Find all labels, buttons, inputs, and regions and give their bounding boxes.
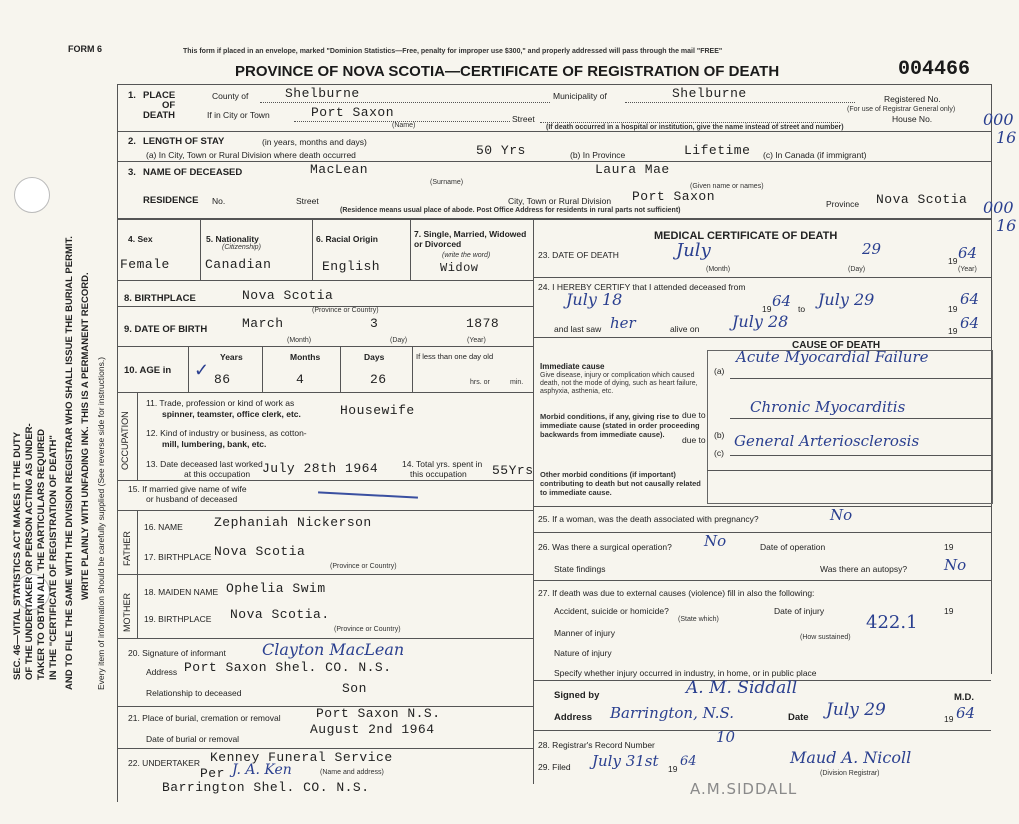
medical-date-year: 64 bbox=[956, 704, 976, 722]
injury-date-label: Date of injury bbox=[774, 606, 825, 616]
certificate-number: 004466 bbox=[898, 58, 971, 81]
s14-label2: this occupation bbox=[410, 469, 467, 479]
margin-mark-2: 000 bbox=[983, 198, 1014, 217]
margin-text-5: AND TO FILE THE SAME WITH THE DIVISION REGISTRAR WHO SHALL ISSUE THE BURIAL PERMIT. bbox=[64, 236, 75, 690]
s7-value: Widow bbox=[440, 261, 479, 275]
medical-nineteen: 19 bbox=[944, 714, 954, 724]
punch-hole-top bbox=[14, 177, 50, 213]
immediate-label: Immediate cause bbox=[540, 362, 605, 371]
s16-value: Zephaniah Nickerson bbox=[214, 515, 372, 530]
s23-day: 29 bbox=[862, 240, 882, 258]
s23-day-note: (Day) bbox=[848, 266, 866, 273]
nature-label: Nature of injury bbox=[554, 648, 612, 658]
cause-title: CAUSE OF DEATH bbox=[792, 340, 881, 351]
medical-date-label: Date bbox=[788, 712, 809, 723]
s28-label: 28. Registrar's Record Number bbox=[538, 740, 655, 750]
margin-text-3: TAKER TO OBTAIN ALL THE PARTICULARS REQUIRED bbox=[36, 428, 47, 680]
s13-label: 13. Date deceased last worked bbox=[146, 459, 263, 469]
father-side-line bbox=[137, 510, 138, 574]
due-to-2: due to bbox=[682, 435, 706, 445]
age-col-2 bbox=[262, 346, 263, 392]
mother-side: MOTHER bbox=[122, 593, 132, 632]
occupation-side: OCCUPATION bbox=[120, 411, 130, 470]
s15-strike bbox=[318, 491, 418, 498]
box-4-5 bbox=[200, 218, 201, 280]
s10-min-label: min. bbox=[510, 379, 524, 386]
s24-last-saw-pronoun: her bbox=[610, 314, 636, 332]
s24-alive-year: 64 bbox=[960, 314, 980, 332]
s22-per: J. A. Ken bbox=[232, 762, 292, 778]
s22-per-label: Per bbox=[200, 766, 225, 781]
cause-b-line bbox=[730, 418, 991, 419]
signed-label: Signed by bbox=[554, 690, 600, 701]
cause-c-line bbox=[730, 455, 991, 456]
md-label: M.D. bbox=[954, 692, 975, 703]
medical-title: MEDICAL CERTIFICATE OF DEATH bbox=[654, 230, 838, 242]
age-col-3 bbox=[340, 346, 341, 392]
s12-label2: mill, lumbering, bank, etc. bbox=[162, 439, 267, 449]
other-label: Other morbid conditions (if important) contributing to death but not causally related to immediate cause. bbox=[540, 470, 701, 497]
county-value: Shelburne bbox=[285, 86, 360, 101]
s6-label: 6. Racial Origin bbox=[316, 234, 378, 244]
rule-name bbox=[117, 161, 992, 162]
rule-23 bbox=[533, 277, 991, 278]
s29-registrar-note: (Division Registrar) bbox=[820, 770, 880, 777]
s17-note: (Province or Country) bbox=[330, 563, 397, 570]
autopsy-value: No bbox=[944, 556, 967, 574]
s5-label: 5. Nationality bbox=[206, 234, 259, 244]
s23-label: 23. DATE OF DEATH bbox=[538, 250, 619, 260]
municipality-label: Municipality of bbox=[553, 91, 607, 101]
rule-mother bbox=[117, 574, 533, 575]
s10-hrs-label: hrs. or bbox=[470, 379, 490, 386]
cause-a-line bbox=[730, 378, 991, 379]
s20-relationship: Son bbox=[342, 681, 367, 696]
code-value: 422.1 bbox=[866, 612, 918, 633]
s2-label: LENGTH OF STAY bbox=[143, 136, 225, 147]
s20-relationship-label: Relationship to deceased bbox=[146, 688, 242, 698]
surname-note: (Surname) bbox=[430, 179, 464, 186]
rule-26 bbox=[533, 532, 991, 533]
street-label: Street bbox=[512, 114, 535, 124]
s10-months: 4 bbox=[296, 372, 305, 387]
medical-address: Barrington, N.S. bbox=[610, 704, 735, 722]
pencil-note: A.M.SIDDALL bbox=[690, 780, 798, 798]
s21-date-label: Date of burial or removal bbox=[146, 734, 240, 744]
s23-month: July bbox=[676, 240, 711, 261]
s19-label: 19. BIRTHPLACE bbox=[144, 614, 212, 624]
margin-text-6: WRITE PLAINLY WITH UNFADING INK. THIS IS A PERMANENT RECORD. bbox=[80, 272, 91, 600]
county-line bbox=[260, 102, 550, 103]
s7-label-1: 7. Single, Married, Widowed or Divorced bbox=[414, 229, 527, 249]
s2-a-value: 50 Yrs bbox=[476, 143, 526, 158]
s10-label: 10. AGE in bbox=[124, 365, 172, 376]
municipality-value: Shelburne bbox=[672, 86, 747, 101]
findings-label: State findings bbox=[554, 564, 606, 574]
s24-to-year: 64 bbox=[960, 290, 980, 308]
margin-text-2: OF THE UNDERTAKER OR PERSON ACTING AS UNDER- bbox=[24, 423, 35, 680]
s24-alive-label: alive on bbox=[670, 324, 700, 334]
s20-signature: Clayton MacLean bbox=[262, 640, 405, 659]
s28-value: 10 bbox=[716, 728, 736, 746]
s29-filed: July 31st bbox=[592, 752, 659, 770]
rule-8 bbox=[117, 280, 533, 281]
s9-day: 3 bbox=[370, 316, 379, 331]
given-note: (Given name or names) bbox=[690, 183, 764, 190]
s9-month: March bbox=[242, 316, 284, 331]
residence-note: (Residence means usual place of abode. Post Office Address for residents in rural parts not sufficient) bbox=[340, 207, 681, 214]
s9-year-note: (Year) bbox=[467, 337, 486, 344]
s21-place: Port Saxon N.S. bbox=[316, 706, 441, 721]
s12-label: 12. Kind of industry or business, as cotton- bbox=[146, 428, 307, 438]
s16-label: 16. NAME bbox=[144, 522, 183, 532]
s24-to: July 29 bbox=[818, 290, 875, 309]
s2-note: (in years, months and days) bbox=[262, 137, 367, 147]
s4-label: 4. Sex bbox=[128, 234, 153, 244]
s3-num: 3. bbox=[128, 167, 136, 178]
county-label: County of bbox=[212, 91, 249, 101]
s8-label: 8. BIRTHPLACE bbox=[124, 293, 196, 304]
how-note: (How sustained) bbox=[800, 634, 851, 641]
s9-year: 1878 bbox=[466, 316, 500, 331]
margin-mark-1: 000 bbox=[983, 110, 1014, 129]
rule-15 bbox=[117, 480, 533, 481]
box-5-6 bbox=[312, 218, 313, 280]
s19-value: Nova Scotia. bbox=[230, 607, 330, 622]
s9-month-note: (Month) bbox=[287, 337, 312, 344]
injury-nineteen: 19 bbox=[944, 606, 954, 616]
s17-label: 17. BIRTHPLACE bbox=[144, 552, 212, 562]
s2-b-value: Lifetime bbox=[684, 143, 751, 158]
s10-months-label: Months bbox=[290, 352, 321, 362]
s14-label: 14. Total yrs. spent in bbox=[402, 459, 483, 469]
rule-20 bbox=[117, 638, 533, 639]
rule-top bbox=[117, 84, 992, 85]
s25-label: 25. If a woman, was the death associated with pregnancy? bbox=[538, 514, 759, 524]
s11-value: Housewife bbox=[340, 403, 415, 418]
signed-value: A. M. Siddall bbox=[686, 678, 798, 698]
margin-text-4: IN THE "CERTIFICATE OF REGISTRATION OF DEATH" bbox=[48, 435, 59, 680]
due-to-1: due to bbox=[682, 410, 706, 420]
cause-c: General Arteriosclerosis bbox=[734, 432, 920, 450]
s27-label: 27. If death was due to external causes (violence) fill in also the following: bbox=[538, 588, 815, 598]
form-number: FORM 6 bbox=[68, 44, 103, 54]
age-col-1 bbox=[188, 346, 189, 392]
s10-days-label: Days bbox=[364, 352, 385, 362]
s6-value: English bbox=[322, 259, 381, 274]
immediate-note: Give disease, injury or complication which caused death, not the mode of dying, such as heart failure, asphyxia, asthenia, etc. bbox=[540, 372, 698, 395]
s15-label2: or husband of deceased bbox=[146, 494, 238, 504]
registered-label: Registered No. bbox=[884, 94, 941, 104]
s1-num: 1. bbox=[128, 90, 136, 101]
s15-label: 15. If married give name of wife bbox=[128, 484, 247, 494]
rule-25 bbox=[533, 506, 991, 507]
s24-from-year: 64 bbox=[772, 292, 792, 310]
medical-address-label: Address bbox=[554, 712, 593, 723]
s29-year: 64 bbox=[680, 754, 697, 769]
given-value: Laura Mae bbox=[595, 162, 670, 177]
father-side: FATHER bbox=[122, 531, 132, 566]
s23-year: 64 bbox=[958, 244, 978, 262]
s23-year-note: (Year) bbox=[958, 266, 977, 273]
cause-c-prefix: (c) bbox=[714, 448, 724, 458]
residence-city-value: Port Saxon bbox=[632, 189, 716, 204]
s23-month-note: (Month) bbox=[706, 266, 731, 273]
s7-note: (write the word) bbox=[442, 252, 491, 259]
state-which: (State which) bbox=[678, 616, 719, 623]
s10-check-mark: ✓ bbox=[194, 360, 210, 381]
s24-last-saw-label: and last saw bbox=[554, 324, 602, 334]
s24-nineteen-1: 19 bbox=[762, 304, 772, 314]
margin-mark-1b: 16 bbox=[996, 128, 1017, 147]
s2-b-label: (b) In Province bbox=[570, 150, 626, 160]
s18-label: 18. MAIDEN NAME bbox=[144, 587, 219, 597]
col-divider bbox=[533, 218, 534, 784]
margin-mark-2b: 16 bbox=[996, 216, 1017, 235]
s10-days: 26 bbox=[370, 372, 387, 387]
margin-text-1: SEC. 46—VITAL STATISTICS ACT MAKES IT THE DUTY bbox=[12, 431, 23, 680]
residence-province-value: Nova Scotia bbox=[876, 192, 968, 207]
s26-date-label: Date of operation bbox=[760, 542, 826, 552]
box-6-7 bbox=[410, 218, 411, 280]
margin-text-7: Every item of information should be carefully supplied (See reverse side for instructions.) bbox=[96, 356, 106, 690]
s9-day-note: (Day) bbox=[390, 337, 408, 344]
municipality-line bbox=[625, 102, 855, 103]
s18-value: Ophelia Swim bbox=[226, 581, 326, 596]
hospital-note: (If death occurred in a hospital or institution, give the name instead of street and number) bbox=[546, 124, 844, 131]
accident-label: Accident, suicide or homicide? bbox=[554, 606, 669, 616]
rule-24 bbox=[533, 337, 991, 338]
s8-note: (Province or Country) bbox=[312, 307, 379, 314]
s1-label-1: PLACE bbox=[143, 90, 176, 101]
s2-a-label: (a) In City, Town or Rural Division where death occurred bbox=[146, 150, 356, 160]
s2-num: 2. bbox=[128, 136, 136, 147]
s23-nineteen: 19 bbox=[948, 256, 958, 266]
s20-address-label: Address bbox=[146, 667, 178, 677]
s5-value: Canadian bbox=[205, 257, 272, 272]
s19-note: (Province or Country) bbox=[334, 626, 401, 633]
s3-label: NAME OF DECEASED bbox=[143, 167, 243, 178]
s11-label: 11. Trade, profession or kind of work as bbox=[146, 398, 295, 408]
rule-stay bbox=[117, 131, 992, 132]
s22-label: 22. UNDERTAKER bbox=[128, 758, 200, 768]
rule-28 bbox=[533, 730, 991, 731]
residence-city-label: City, Town or Rural Division bbox=[508, 196, 612, 206]
s20-address: Port Saxon Shel. CO. N.S. bbox=[184, 660, 392, 675]
s2-c-label: (c) In Canada (if immigrant) bbox=[763, 150, 867, 160]
age-col-4 bbox=[412, 346, 413, 392]
registered-note: (For use of Registrar General only) bbox=[847, 106, 956, 113]
mother-side-line bbox=[137, 574, 138, 638]
s21-label: 21. Place of burial, cremation or removal bbox=[128, 713, 281, 723]
s24-nineteen-3: 19 bbox=[948, 326, 958, 336]
city-label: If in City or Town bbox=[207, 110, 270, 120]
rule-res bbox=[117, 218, 992, 220]
s26-value: No bbox=[704, 532, 727, 550]
residence-no-label: No. bbox=[212, 196, 226, 206]
s8-value: Nova Scotia bbox=[242, 288, 334, 303]
autopsy-label: Was there an autopsy? bbox=[820, 564, 908, 574]
frame-left bbox=[117, 84, 118, 802]
s24-label: 24. I HEREBY CERTIFY that I attended deceased from bbox=[538, 282, 746, 292]
s25-value: No bbox=[830, 506, 853, 524]
s14-value: 55Yrs bbox=[492, 463, 534, 478]
residence-label: RESIDENCE bbox=[143, 195, 199, 206]
s22-name: Kenney Funeral Service bbox=[210, 750, 393, 765]
s29-nineteen: 19 bbox=[668, 764, 678, 774]
page-title: PROVINCE OF NOVA SCOTIA—CERTIFICATE OF REGISTRATION OF DEATH bbox=[235, 63, 780, 80]
rule-10 bbox=[117, 346, 533, 347]
s11-label2: spinner, teamster, office clerk, etc. bbox=[162, 409, 301, 419]
manner-label: Manner of injury bbox=[554, 628, 615, 638]
s13-label2: at this occupation bbox=[184, 469, 251, 479]
s4-value: Female bbox=[120, 257, 170, 272]
s29-registrar: Maud A. Nicoll bbox=[790, 748, 912, 767]
s29-label: 29. Filed bbox=[538, 762, 571, 772]
medical-date: July 29 bbox=[826, 700, 886, 720]
s26-nineteen: 19 bbox=[944, 542, 954, 552]
s22-name-note: (Name and address) bbox=[320, 769, 384, 776]
rule-occ bbox=[117, 392, 533, 393]
cause-b-prefix: (b) bbox=[714, 430, 725, 440]
s24-alive: July 28 bbox=[732, 312, 789, 331]
residence-province-label: Province bbox=[826, 199, 860, 209]
occ-side-line bbox=[137, 392, 138, 480]
s24-to-label: to bbox=[798, 304, 806, 314]
morbid-label: Morbid conditions, if any, giving rise to immediate cause (stated in order proceeding backwards from immediate cause). bbox=[540, 412, 700, 439]
s1-label-2: OF bbox=[162, 100, 176, 111]
rule-22 bbox=[117, 748, 533, 749]
cause-other-line bbox=[707, 470, 991, 471]
s20-label: 20. Signature of informant bbox=[128, 648, 226, 658]
residence-street-label: Street bbox=[296, 196, 319, 206]
street-line bbox=[540, 122, 840, 123]
s10-years: 86 bbox=[214, 372, 231, 387]
s24-nineteen-2: 19 bbox=[948, 304, 958, 314]
s24-from: July 18 bbox=[566, 290, 623, 309]
s17-value: Nova Scotia bbox=[214, 544, 306, 559]
s10-less-label: If less than one day old bbox=[416, 352, 494, 361]
s13-value: July 28th 1964 bbox=[262, 461, 379, 476]
cause-a: Acute Myocardial Failure bbox=[736, 348, 929, 366]
s10-years-label: Years bbox=[220, 352, 243, 362]
cause-box bbox=[707, 350, 993, 504]
cause-b: Chronic Myocarditis bbox=[750, 398, 906, 416]
surname-value: MacLean bbox=[310, 162, 369, 177]
s21-date: August 2nd 1964 bbox=[310, 722, 435, 737]
s9-label: 9. DATE OF BIRTH bbox=[124, 324, 208, 335]
rule-27 bbox=[533, 580, 991, 581]
rule-father bbox=[117, 510, 533, 511]
s26-label: 26. Was there a surgical operation? bbox=[538, 542, 672, 552]
s22-address: Barrington Shel. CO. N.S. bbox=[162, 780, 370, 795]
house-label: House No. bbox=[892, 114, 933, 124]
top-note: This form if placed in an envelope, marked "Dominion Statistics—Free, penalty for improper use $300," and properly addressed will pass through the mail "FREE" bbox=[183, 48, 723, 55]
cause-a-prefix: (a) bbox=[714, 366, 725, 376]
specify-label: Specify whether injury occurred in industry, in home, or in public place bbox=[554, 668, 817, 678]
name-note: (Name) bbox=[392, 122, 416, 129]
city-value: Port Saxon bbox=[311, 105, 395, 120]
s5-note: (Citizenship) bbox=[222, 244, 261, 251]
s1-label-3: DEATH bbox=[143, 110, 176, 121]
